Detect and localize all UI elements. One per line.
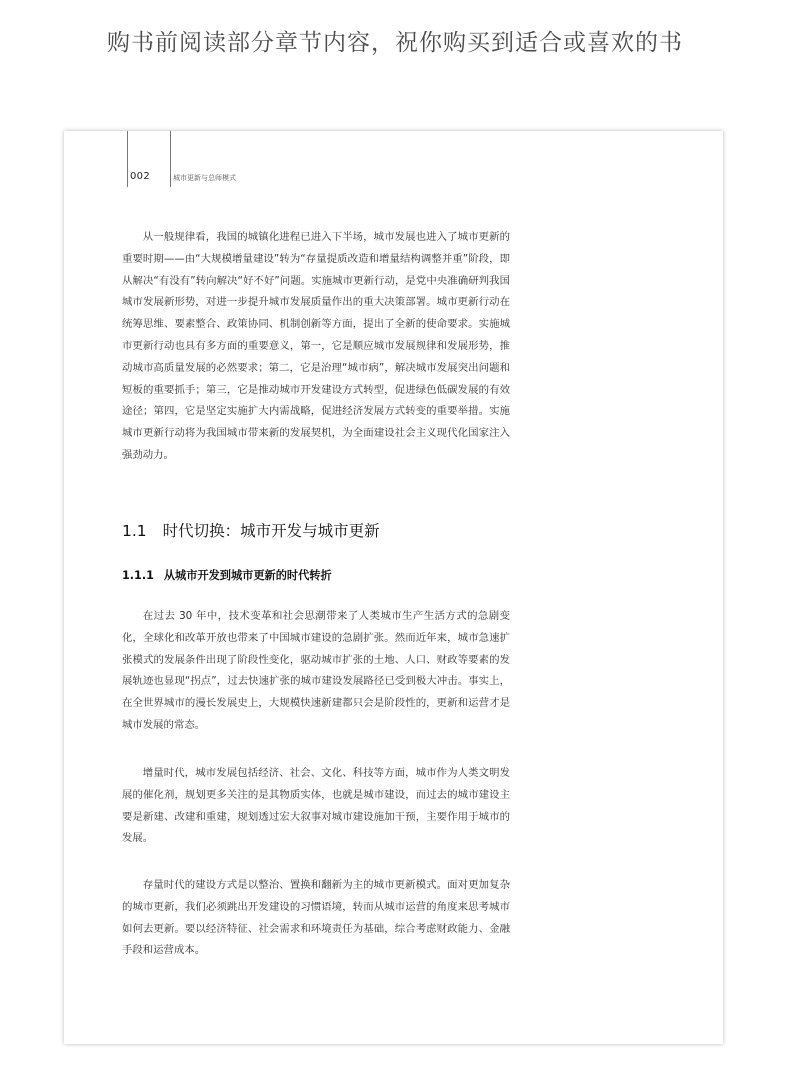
body-paragraph: 在过去 30 年中，技术变革和社会思潮带来了人类城市生产生活方式的急剧变化，全球化和改革开放也带来了中国城市建设的急剧扩张。然而近年来，城市急速扩张模式的发展条件出现了阶段性变化，驱动城市扩张的土地、人口、财政等要素的发展轨迹也显现“拐点”，过去快速扩张的城市建设发展路径已受到极大冲击。事实上，在全世界城市的漫长发展史上，大规模快速新建都只会是阶段性的，更新和运营才是城市发展的常态。 — [122, 610, 510, 731]
subsection-number: 1.1.1 — [122, 569, 154, 582]
body-paragraph: 存量时代的建设方式是以整治、置换和翻新为主的城市更新模式。面对更加复杂的城市更新，我们必须跳出开发建设的习惯语境，转而从城市运营的角度来思考城市如何去更新。要以经济特征、社会需求和环境责任为基础，综合考虑财政能力、金融手段和运营成本。 — [122, 879, 510, 957]
banner-caption: 购书前阅读部分章节内容，祝你购买到适合或喜欢的书 — [107, 30, 683, 56]
subsection-title: 从城市开发到城市更新的时代转折 — [163, 569, 332, 582]
section-number: 1.1 — [122, 522, 147, 540]
book-page — [64, 131, 723, 1044]
running-head: 城市更新与总师模式 — [173, 174, 236, 182]
header-rule — [170, 131, 171, 187]
intro-paragraph: 从一般规律看，我国的城镇化进程已进入下半场，城市发展也进入了城市更新的重要时期——由“大规模增量建设”转为“存量提质改造和增量结构调整并重”阶段，即从解决“有没有”转向解决“好不好”问题。实施城市更新行动，是党中央准确研判我国城市发展新形势，对进一步提升城市发展质量作出的重大决策部署。城市更新行动在统筹思维、要素整合、政策协同、机制创新等方面，提出了全新的使命要求。实施城市更新行动也具有多方面的重要意义，第一，它是顺应城市发展规律和发展形势，推动城市高质量发展的必然要求；第二，它是治理“城市病”，解决城市发展突出问题和短板的重要抓手；第三，它是推动城市开发建设方式转型，促进绿色低碳发展的有效途径；第四，它是坚定实施扩大内需战略，促进经济发展方式转变的重要举措。实施城市更新行动将为我国城市带来新的发展契机，为全面建设社会主义现代化国家注入强劲动力。 — [122, 231, 510, 461]
section-heading — [122, 519, 380, 541]
section-title: 时代切换：城市开发与城市更新 — [162, 522, 380, 540]
page-number: 002 — [130, 171, 150, 182]
subsection-heading — [122, 567, 332, 583]
header-rule-left — [127, 131, 128, 187]
body-paragraph: 增量时代，城市发展包括经济、社会、文化、科技等方面，城市作为人类文明发展的催化剂，规划更多关注的是其物质实体，也就是城市建设，而过去的城市建设主要是新建、改建和重建，规划透过宏大叙事对城市建设施加干预，主要作用于城市的发展。 — [122, 767, 510, 845]
